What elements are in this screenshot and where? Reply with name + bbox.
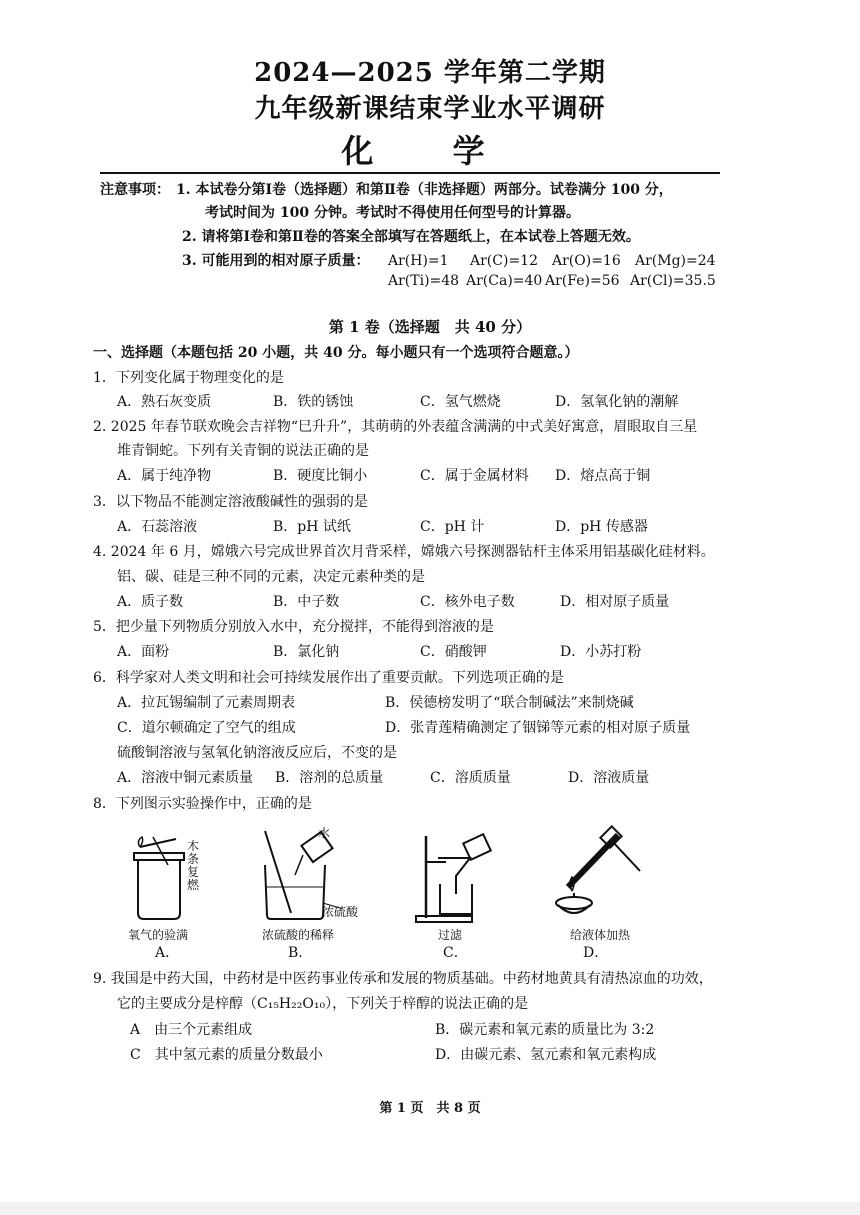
- figure-a-oxygen-test: [120, 825, 220, 925]
- question-2-stem-line1: 2. 2025 年春节联欢晚会吉祥物“巳升升”，其萌萌的外表蕴含满满的中式美好寓意，眉眼取自三星: [93, 419, 698, 435]
- question-5-option-c: C．硝酸钾: [420, 644, 487, 660]
- question-2-option-a: A．属于纯净物: [117, 468, 212, 484]
- question-1-option-a: A．熟石灰变质: [117, 394, 212, 410]
- header-rule: [100, 172, 720, 174]
- subject-title: 化 学: [341, 132, 519, 170]
- section-title: 第 1 卷（选择题 共 40 分）: [328, 318, 532, 336]
- question-7-option-a: A．溶液中铜元素质量: [117, 770, 254, 786]
- figure-b-acid-label: 浓硫酸: [322, 905, 359, 919]
- figure-a-label: 木条复燃: [187, 839, 200, 892]
- page-bottom-edge: [0, 1202, 860, 1215]
- question-9-option-a: A 由三个元素组成: [130, 1022, 253, 1038]
- question-1-option-c: C．氢气燃烧: [420, 394, 501, 410]
- question-5-option-a: A．面粉: [117, 644, 170, 660]
- question-5-option-b: B．氯化钠: [273, 644, 340, 660]
- question-2-stem-line2: 堆青铜蛇。下列有关青铜的说法正确的是: [117, 443, 369, 459]
- exam-year-title: 2024—2025 学年第二学期: [254, 58, 606, 88]
- part-title: 一、选择题（本题包括 20 小题，共 40 分。每小题只有一个选项符合题意。）: [93, 345, 579, 361]
- page-footer: 第 1 页 共 8 页: [379, 1101, 481, 1116]
- figure-d-liquid-heating: [548, 825, 648, 925]
- atomic-mass-o: Ar(O)=16: [552, 253, 621, 269]
- question-9-stem-line2: 它的主要成分是梓醇（C₁₅H₂₂O₁₀），下列关于梓醇的说法正确的是: [117, 996, 529, 1012]
- notice-item-3: 3. 可能用到的相对原子质量：: [182, 253, 370, 269]
- question-6-option-b: B．侯德榜发明了“联合制碱法”来制烧碱: [385, 695, 634, 711]
- question-7-stem: 硫酸铜溶液与氢氧化钠溶液反应后，不变的是: [117, 745, 397, 761]
- figure-b-caption: 浓硫酸的稀释: [262, 928, 335, 942]
- atomic-mass-fe: Ar(Fe)=56: [545, 273, 620, 289]
- question-1-option-b: B．铁的锈蚀: [273, 394, 354, 410]
- question-6-option-a: A．拉瓦锡编制了元素周期表: [117, 695, 296, 711]
- figure-c-letter: C．: [443, 945, 468, 961]
- figure-b-letter: B．: [288, 945, 313, 961]
- atomic-mass-c: Ar(C)=12: [470, 253, 538, 269]
- atomic-mass-mg: Ar(Mg)=24: [635, 253, 716, 269]
- question-4-option-a: A．质子数: [117, 594, 184, 610]
- question-2-option-b: B．硬度比铜小: [273, 468, 368, 484]
- question-6-option-d: D．张青莲精确测定了铟锑等元素的相对原子质量: [385, 720, 691, 736]
- question-3-option-b: B．pH 试纸: [273, 519, 351, 535]
- question-4-option-b: B．中子数: [273, 594, 340, 610]
- question-7-option-d: D．溶液质量: [568, 770, 650, 786]
- question-6-option-c: C．道尔顿确定了空气的组成: [117, 720, 296, 736]
- question-4-option-d: D．相对原子质量: [560, 594, 670, 610]
- question-9-option-b: B．碳元素和氧元素的质量比为 3:2: [435, 1022, 655, 1038]
- question-5-stem: 5．把少量下列物质分别放入水中，充分搅拌，不能得到溶液的是: [93, 619, 494, 635]
- question-2-option-c: C．属于金属材料: [420, 468, 529, 484]
- question-3-stem: 3．以下物品不能测定溶液酸碱性的强弱的是: [93, 494, 368, 510]
- atomic-mass-cl: Ar(Cl)=35.5: [630, 273, 716, 289]
- question-3-option-c: C．pH 计: [420, 519, 485, 535]
- question-4-option-c: C．核外电子数: [420, 594, 515, 610]
- question-9-stem-line1: 9. 我国是中药大国，中药材是中医药事业传承和发展的物质基础。中药材地黄具有清热凉血的功效，: [93, 971, 713, 987]
- question-5-option-d: D．小苏打粉: [560, 644, 642, 660]
- atomic-mass-ca: Ar(Ca)=40: [466, 273, 543, 289]
- notice-item-1a: 1. 本试卷分第Ⅰ卷（选择题）和第Ⅱ卷（非选择题）两部分。试卷满分 100 分，: [176, 182, 673, 198]
- figure-a-letter: A．: [155, 945, 180, 961]
- notice-item-2: 2. 请将第Ⅰ卷和第Ⅱ卷的答案全部填写在答题纸上，在本试卷上答题无效。: [182, 229, 640, 245]
- figure-d-caption: 给液体加热: [570, 928, 631, 942]
- question-1-option-d: D．氢氧化钠的潮解: [555, 394, 679, 410]
- question-3-option-a: A．石蕊溶液: [117, 519, 198, 535]
- exam-name-title: 九年级新课结束学业水平调研: [254, 94, 606, 124]
- question-7-option-b: B．溶剂的总质量: [275, 770, 384, 786]
- question-6-stem: 6．科学家对人类文明和社会可持续发展作出了重要贡献。下列选项正确的是: [93, 670, 564, 686]
- figure-c-filtration: [410, 832, 500, 927]
- question-4-stem-line2: 铝、碳、硅是三种不同的元素，决定元素种类的是: [117, 569, 425, 585]
- figure-c-caption: 过滤: [438, 928, 463, 942]
- question-2-option-d: D．熔点高于铜: [555, 468, 651, 484]
- question-3-option-d: D．pH 传感器: [555, 519, 648, 535]
- question-8-stem: 8．下列图示实验操作中，正确的是: [93, 796, 312, 812]
- figure-a-caption: 氧气的验满: [128, 928, 189, 942]
- figure-d-letter: D．: [583, 945, 609, 961]
- question-9-option-d: D．由碳元素、氢元素和氧元素构成: [435, 1047, 657, 1063]
- notice-label: 注意事项：: [100, 182, 170, 198]
- figure-b-water-label: 水: [318, 826, 331, 840]
- question-4-stem-line1: 4. 2024 年 6 月，嫦娥六号完成世界首次月背采样，嫦娥六号探测器钻杆主体采用铝基碳化硅材料。: [93, 544, 715, 560]
- question-7-option-c: C．溶质质量: [430, 770, 511, 786]
- atomic-mass-h: Ar(H)=1: [388, 253, 449, 269]
- question-9-option-c: C 其中氢元素的质量分数最小: [130, 1047, 323, 1063]
- question-1-stem: 1．下列变化属于物理变化的是: [93, 370, 284, 386]
- notice-item-1b: 考试时间为 100 分钟。考试时不得使用任何型号的计算器。: [205, 205, 580, 221]
- atomic-mass-ti: Ar(Ti)=48: [388, 273, 460, 289]
